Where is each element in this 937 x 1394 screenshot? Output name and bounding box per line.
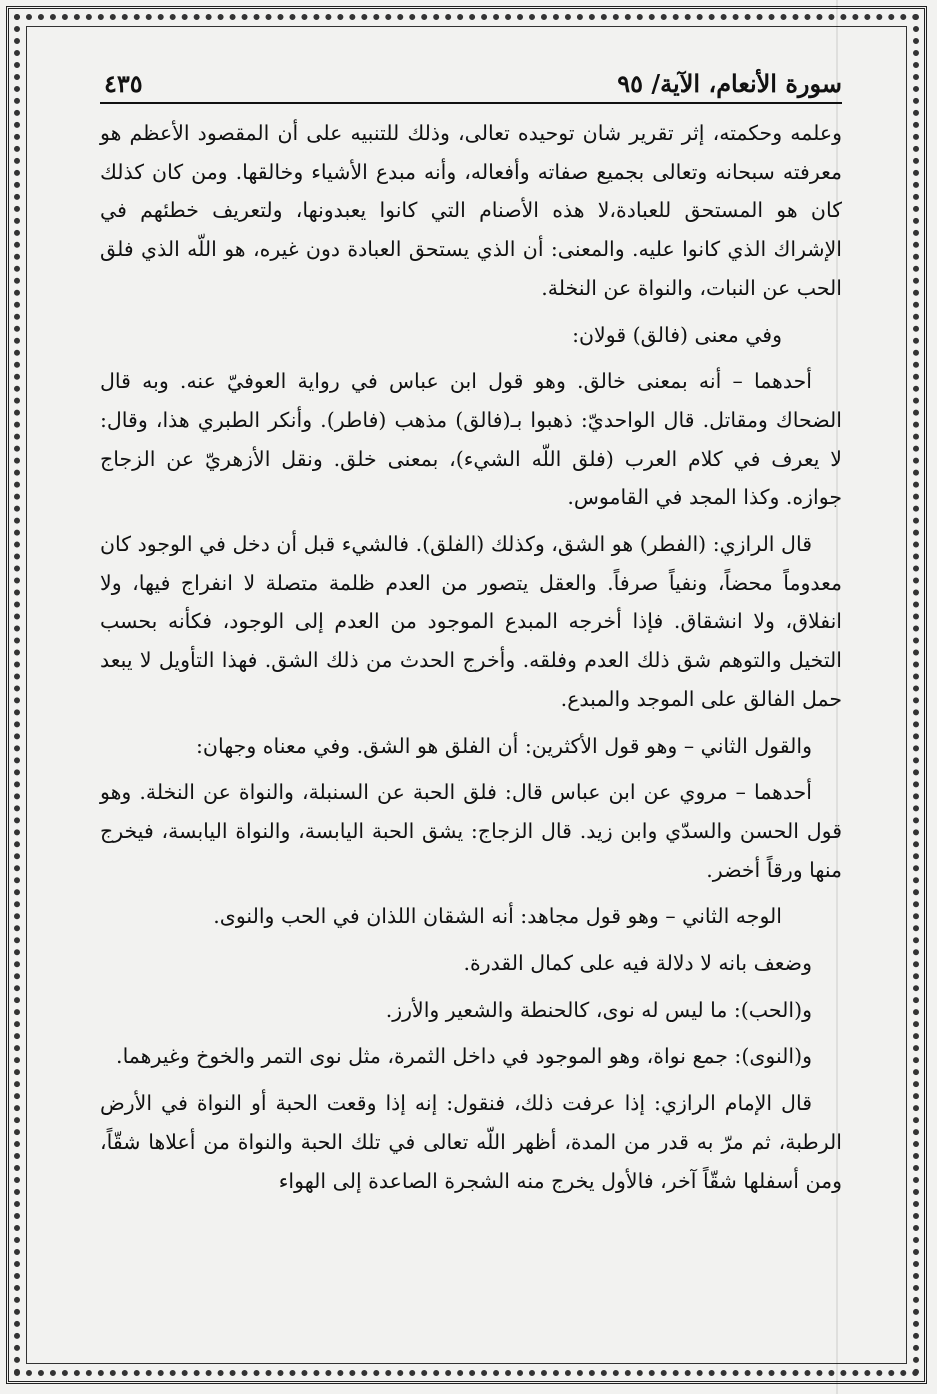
paragraph-second-aspect: الوجه الثاني – وهو قول مجاهد: أنه الشقان اللذان في الحب والنوى.: [213, 904, 782, 929]
paragraph-first-aspect: أحدهما – مروي عن ابن عباس قال: فلق الحبة عن السنبلة، والنواة عن النخلة. وهو قول الحسن والسدّي وابن زيد. قال الزجاج: يشق الحبة اليابسة، والنواة اليابسة، فيخرج منها ورقاً أخضر.: [100, 780, 842, 882]
paragraph-imam-razi: قال الإمام الرازي: إذا عرفت ذلك، فنقول: إنه إذا وقعت الحبة أو النواة في الأرض الرطبة، ثم مرّ به قدر من المدة، أظهر اللّه تعالى في تلك الحبة والنواة من أعلاها شقّاً، ومن أسفلها شقّاً آخر، فالأول يخرج منه الشجرة الصاعدة إلى الهواء: [100, 1091, 842, 1193]
paragraph-weakness: وضعف بانه لا دلالة فيه على كمال القدرة.: [463, 951, 812, 976]
paragraph-nawa-definition: و(النوى): جمع نواة، وهو الموجود في داخل الثمرة، مثل نوى التمر والخوخ وغيرهما.: [116, 1044, 812, 1069]
paragraph-razi: قال الرازي: (الفطر) هو الشق، وكذلك (الفلق). فالشيء قبل أن دخل في الوجود كان معدوماً محضاً، ونفياً صرفاً. والعقل يتصور من العدم ظلمة متصلة لا انفراج فيها، ولا انفلاق، ولا انشقاق. فإذا أخرجه المبدع الموجود من العدم إلى الوجود، فكأنه بحسب التخيل والتوهم شق ذلك العدم وفلقه. وأخرج الحدث من ذلك الشق. فهذا التأويل لا يبعد حمل الفالق على الموجد والمبدع.: [100, 532, 842, 711]
paragraph-first-view: أحدهما – أنه بمعنى خالق. وهو قول ابن عباس في رواية العوفيّ عنه. وبه قال الضحاك ومقاتل. قال الواحديّ: ذهبوا بـ(فالق) مذهب (فاطر). وأنكر الطبري هذا، وقال: لا يعرف في كلام العرب (فلق اللّه الشيء)، بمعنى خلق. ونقل الأزهريّ عن الزجاج جوازه. وكذا المجد في القاموس.: [100, 369, 842, 510]
paragraph-second-view: والقول الثاني – وهو قول الأكثرين: أن الفلق هو الشق. وفي معناه وجهان:: [195, 733, 812, 758]
paragraph-intro: وعلمه وحكمته، إثر تقرير شان توحيده تعالى، وذلك للتنبيه على أن المقصود الأعظم هو معرفته سبحانه وتعالى بجميع صفاته وأفعاله، وأنه مبدع الأشياء وخالقها. ومن كان كذلك كان هو المستحق للعبادة،لا هذه الأصنام التي كانوا يعبدونها، ولتعريف خطئهم في الإشراك الذي كانوا عليه. والمعنى: أن الذي يستحق العبادة دون غيره، هو اللّه الذي فلق الحب عن النبات، والنواة عن النخلة.: [100, 121, 842, 300]
book-page: [100, 58, 842, 1298]
page-body: [100, 114, 842, 1200]
paragraph-hab-definition: و(الحب): ما ليس له نوى، كالحنطة والشعير والأرز.: [385, 997, 812, 1022]
page-number: ٤٣٥: [104, 69, 143, 98]
running-title: سورة الأنعام، الآية/ ٩٥: [617, 69, 842, 98]
running-header: [100, 58, 842, 104]
paragraph-two-views: وفي معنى (فالق) قولان:: [572, 322, 782, 347]
